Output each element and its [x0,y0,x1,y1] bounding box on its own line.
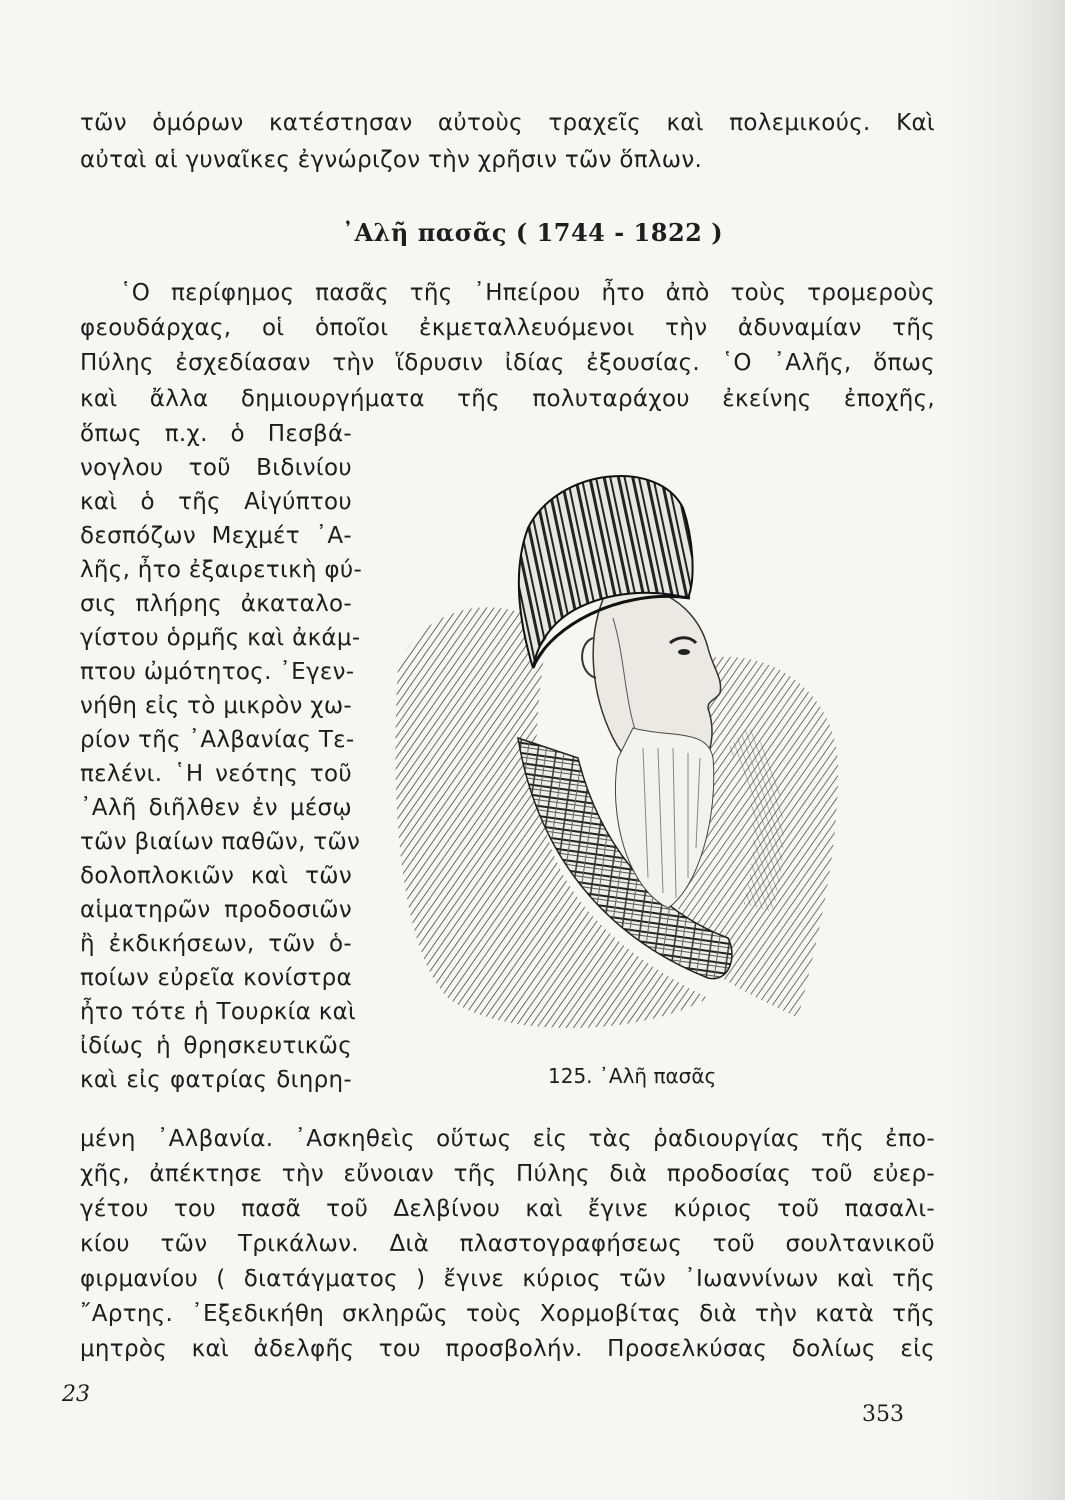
column-line: πελένι. ῾Η νεότης τοῦ [80,761,352,787]
page-number: 353 [862,1402,904,1427]
text-line: χῆς, ἀπέκτησε τὴν εὔνοιαν τῆς Πύλης διὰ προδοσίας τοῦ εὐερ- [80,1161,935,1187]
signature-mark: 23 [62,1382,90,1407]
portrait-figure [378,438,848,1048]
text-line: μητρὸς καὶ ἀδελφῆς του προσβολήν. Προσελκύσας δολίως εἰς [80,1336,935,1362]
text-line: κίου τῶν Τρικάλων. Διὰ πλαστογραφήσεως τοῦ σουλτανικοῦ [80,1231,935,1257]
column-line: ᾿Αλῆ διῆλθεν ἐν μέσῳ [80,795,352,821]
text-line: μένη ᾿Αλβανία. ᾿Ασκηθεὶς οὕτως εἰς τὰς ῥαδιουργίας τῆς ἐπο- [80,1126,935,1152]
text-line: αὐταὶ αἱ γυναῖκες ἐγνώριζον τὴν χρῆσιν τῶν ὅπλων. [80,147,703,173]
column-line: σις πλήρης ἀκαταλο- [80,591,352,617]
text-line: Πύλης ἐσχεδίασαν τὴν ἵδρυσιν ἰδίας ἐξουσίας. ῾Ο ᾿Αλῆς, ὅπως [80,350,935,376]
column-line: δεσπόζων Μεχμέτ ᾿Α- [80,523,352,549]
text-line: φεουδάρχας, οἱ ὁποῖοι ἐκμεταλλευόμενοι τὴν ἀδυναμίαν τῆς [80,315,935,341]
text-line: γέτου του πασᾶ τοῦ Δελβίνου καὶ ἔγινε κύριος τοῦ πασαλι- [80,1196,935,1222]
column-line: τῶν βιαίων παθῶν, τῶν [80,829,361,855]
column-line: αἱματηρῶν προδοσιῶν [80,897,352,923]
column-line: καὶ εἰς φατρίας διηρη- [80,1067,352,1093]
column-line: δολοπλοκιῶν καὶ τῶν [80,863,352,889]
text-line: καὶ ἄλλα δημιουργήματα τῆς πολυταράχου ἐκείνης ἐποχῆς, [80,386,935,412]
text-line: φιρμανίου ( διατάγματος ) ἔγινε κύριος τῶν ᾿Ιωαννίνων καὶ τῆς [80,1266,935,1292]
text-line: ῎Αρτης. ᾿Εξεδικήθη σκληρῶς τοὺς Χορμοβίτας διὰ τὴν κατὰ τῆς [80,1301,935,1327]
portrait-engraving-icon [378,438,848,1048]
text-line: ῾Ο περίφημος πασᾶς τῆς ᾿Ηπείρου ἦτο ἀπὸ τοὺς τρομεροὺς [120,280,935,306]
text-line: τῶν ὁμόρων κατέστησαν αὐτοὺς τραχεῖς καὶ πολεμικούς. Καὶ [80,110,935,136]
column-line: γίστου ὁρμῆς καὶ ἀκάμ- [80,625,361,651]
column-line: λῆς, ἦτο ἐξαιρετικὴ φύ- [80,557,363,583]
column-line: ἢ ἐκδικήσεων, τῶν ὁ- [80,931,352,957]
figure-caption: 125. ᾿Αλῆ πασᾶς [548,1064,717,1088]
column-line: ὅπως π.χ. ὁ Πεσβά- [80,421,352,447]
column-line: πτου ὠμότητος. ᾿Εγεν- [80,659,355,685]
column-line: ἦτο τότε ἡ Τουρκία καὶ [80,999,357,1025]
column-line: καὶ ὁ τῆς Αἰγύπτου [80,489,352,515]
column-line: νογλου τοῦ Βιδινίου [80,455,352,481]
column-line: ρίον τῆς ᾿Αλβανίας Τε- [80,727,355,753]
column-line: ἰδίως ἡ θρησκευτικῶς [80,1033,352,1059]
column-line: ποίων εὐρεῖα κονίστρα [80,965,352,991]
section-heading: ᾿Αλῆ πασᾶς ( 1744 - 1822 ) [341,218,724,247]
column-line: νήθη εἰς τὸ μικρὸν χω- [80,693,352,719]
